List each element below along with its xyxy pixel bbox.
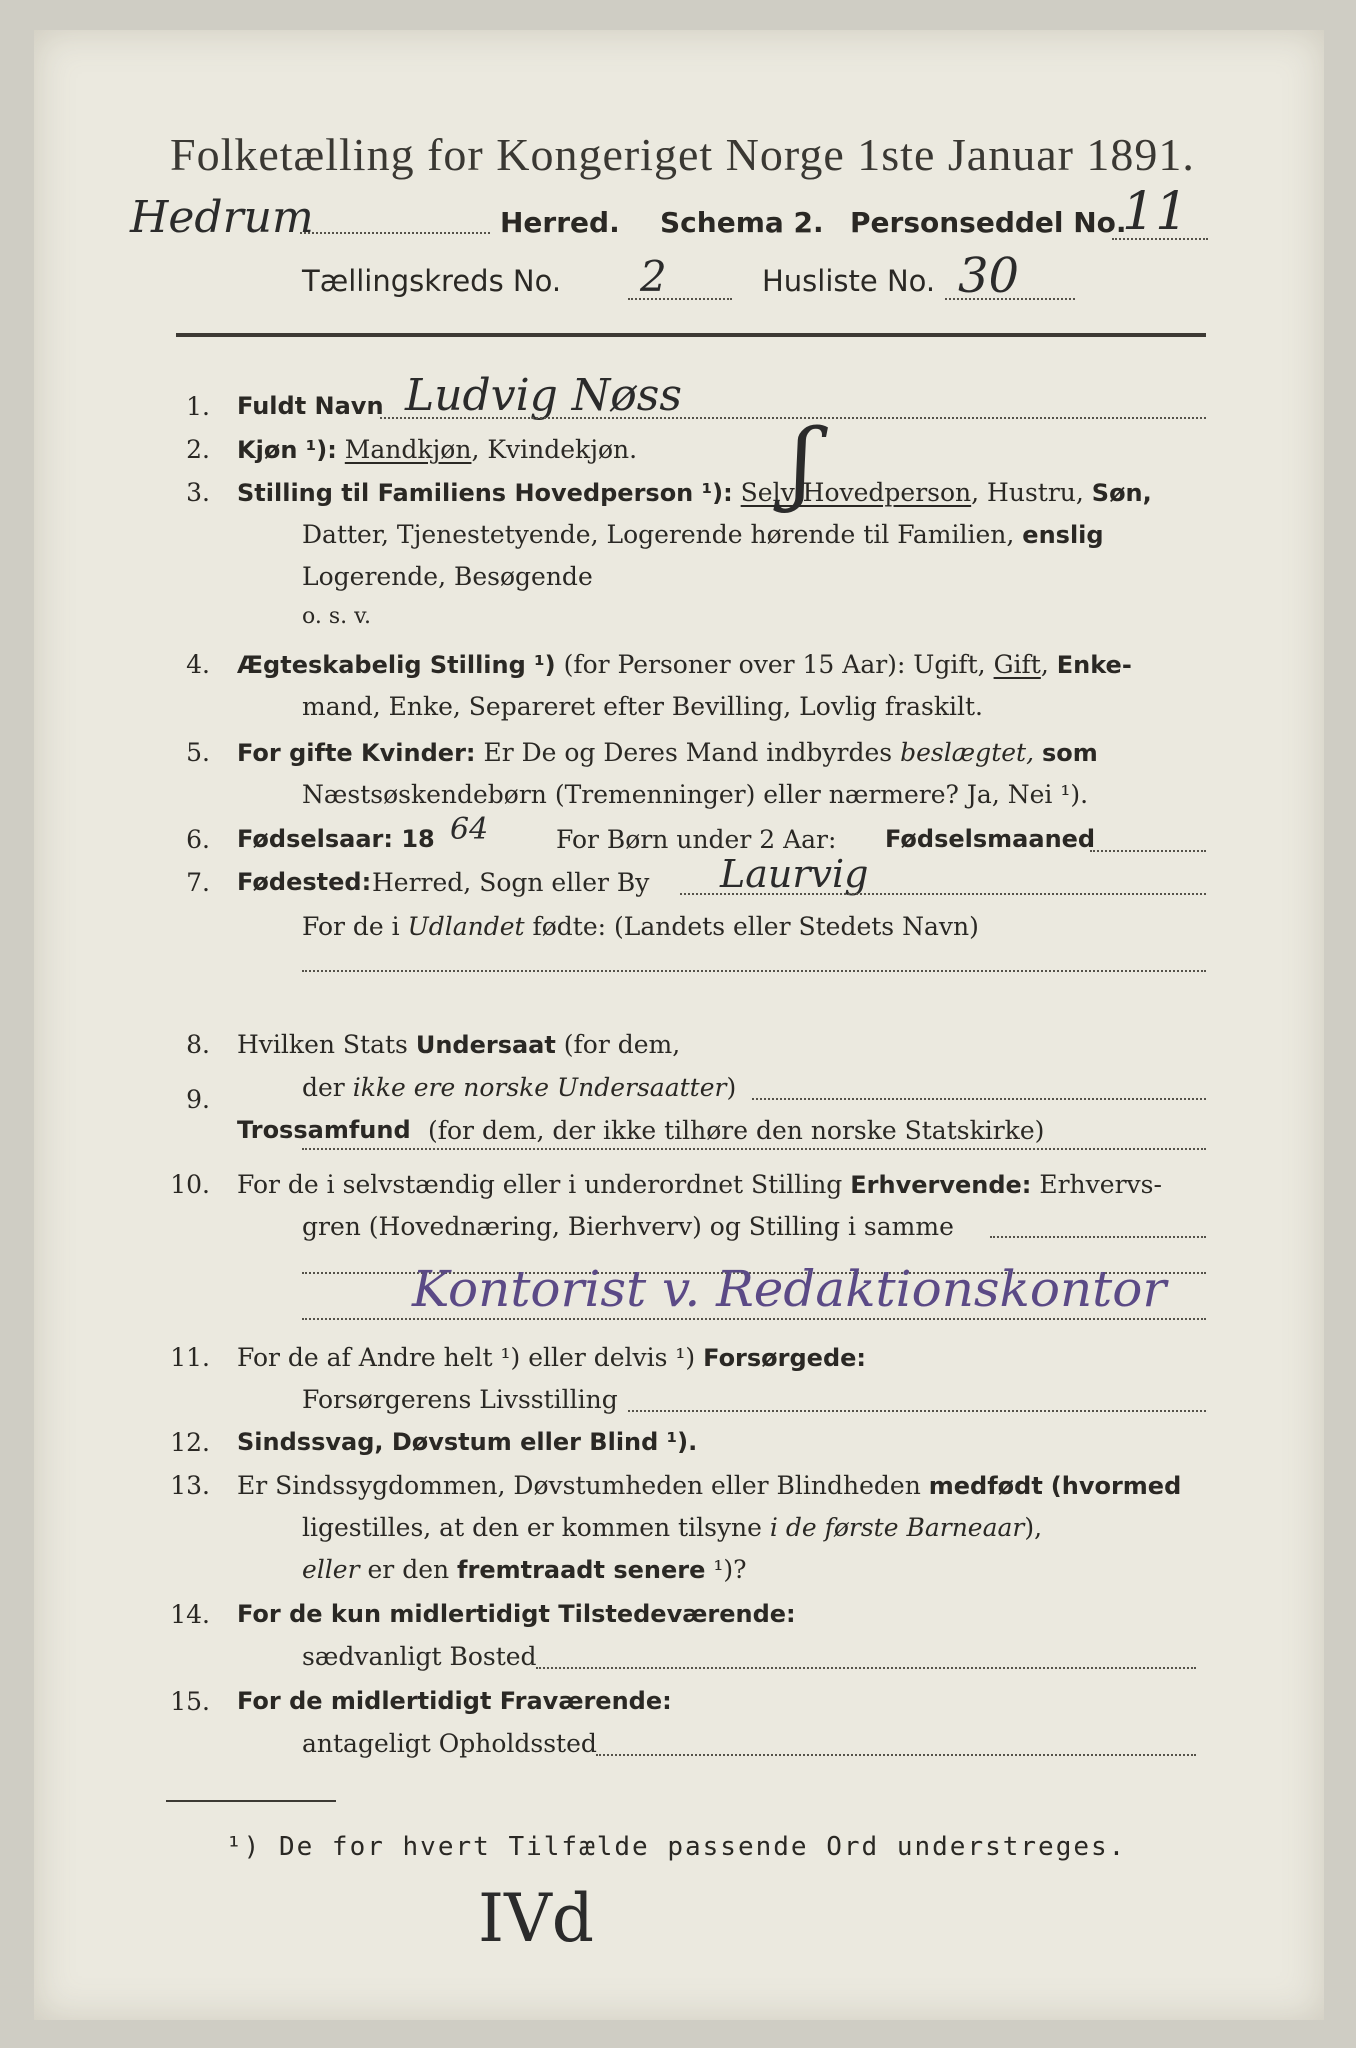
q7-dotline <box>680 893 1206 895</box>
q5-beslaegtet: beslægtet, <box>900 738 1035 767</box>
personseddel-dotline <box>1112 238 1208 240</box>
q10-text1: Erhvervs- <box>1039 1170 1162 1199</box>
taellingskreds-label: Tællingskreds No. <box>302 264 562 298</box>
q2-label: Kjøn ¹): <box>237 436 337 464</box>
q7-label: Fødested: <box>237 868 372 896</box>
q2-option-mandkjon: Mandkjøn <box>344 435 472 464</box>
q3-enslig: enslig <box>1022 521 1104 549</box>
q10-dotline-3 <box>302 1318 1206 1320</box>
q13-line1 <box>237 1471 1181 1500</box>
q10-erhvervende: Erhvervende: <box>850 1171 1032 1199</box>
q3-line2-text: Datter, Tjenestetyende, Logerende hørende til Familien, <box>302 520 1015 549</box>
q15-label: For de midlertidigt Fraværende: <box>237 1687 672 1715</box>
footnote-rule <box>166 1800 336 1802</box>
q2-q3-pen-stroke: ʃ <box>790 410 815 515</box>
q10-line1 <box>237 1170 1162 1199</box>
q15-dotline <box>596 1754 1196 1756</box>
q5-label: For gifte Kvinder: <box>237 739 476 767</box>
q10-number: 10. <box>170 1170 210 1199</box>
q8-line1 <box>237 1030 680 1059</box>
q13-line2-b: ), <box>1024 1513 1043 1542</box>
herred-dotline <box>300 232 490 234</box>
q6-number: 6. <box>186 825 210 854</box>
q7-line2-a: For de i <box>302 912 400 941</box>
q3-line4: o. s. v. <box>302 604 371 629</box>
q10-answer-occupation: Kontorist v. Redaktionskontor <box>412 1260 1167 1318</box>
q15-number: 15. <box>170 1687 210 1716</box>
q13-line2-a: ligestilles, at den er kommen tilsyne <box>302 1513 762 1542</box>
header-rule <box>176 333 1206 337</box>
q11-forsorgede: Forsørgede: <box>703 1344 867 1372</box>
q7-answer-birthplace: Laurvig <box>720 852 869 896</box>
q6-dotline <box>1090 850 1206 852</box>
q4-text1: (for Personer over 15 Aar): Ugift, <box>563 650 986 679</box>
q4-selected-gift: Gift <box>993 650 1041 679</box>
q7-number: 7. <box>186 868 210 897</box>
census-form-sheet <box>34 30 1324 2020</box>
q14-number: 14. <box>170 1600 210 1629</box>
q3-rest1: , Hustru, <box>971 478 1084 507</box>
q5-line2: Næstsøskendebørn (Tremenninger) eller nærmere? Ja, Nei ¹). <box>302 780 1089 809</box>
herred-label: Herred. <box>500 206 620 239</box>
q8-text1: (for dem, <box>563 1030 681 1059</box>
q2-rest: , Kvindekjøn. <box>471 435 638 464</box>
q13-line2-it: i de første Barneaar <box>769 1513 1025 1542</box>
q11-number: 11. <box>170 1343 210 1372</box>
q6-label: Fødselsaar: 18 <box>237 825 435 853</box>
q8-line2-it: ikke ere norske Undersaatter <box>352 1073 727 1102</box>
q14-label: For de kun midlertidigt Tilstedeværende: <box>237 1600 796 1628</box>
q5-som: som <box>1041 739 1098 767</box>
q2-number: 2. <box>186 435 210 464</box>
q11-line2: Forsørgerens Livsstilling <box>302 1385 618 1414</box>
schema-label: Schema 2. <box>660 206 824 239</box>
q8-line2: der ikke ere norske Undersaatter) <box>302 1073 737 1102</box>
personseddel-label: Personseddel No. <box>850 206 1127 239</box>
q10-dotline-1 <box>990 1236 1206 1238</box>
q13-line3-a: er den <box>367 1555 450 1584</box>
bottom-handwritten-mark: IVd <box>478 1880 594 1957</box>
q3-son: Søn, <box>1091 479 1152 507</box>
q4-enkemand: Enke- <box>1056 651 1132 679</box>
q12-number: 12. <box>170 1428 210 1457</box>
taellingskreds-number: 2 <box>640 252 667 301</box>
q13-line3 <box>302 1555 747 1584</box>
q10-line2: gren (Hovednæring, Bierhverv) og Stilling i samme <box>302 1212 954 1241</box>
q7-udlandet: Udlandet <box>407 912 525 941</box>
q13-label: Er Sindssygdommen, Døvstumheden eller Blindheden <box>237 1471 921 1500</box>
q13-line2 <box>302 1513 1042 1542</box>
q9-number: 9. <box>186 1085 210 1114</box>
q4-line2: mand, Enke, Separeret efter Bevilling, Lovlig fraskilt. <box>302 692 983 721</box>
q13-hvormed: (hvormed <box>1050 1472 1182 1500</box>
q8-line2-a: der <box>302 1073 345 1102</box>
q2-line <box>237 435 637 464</box>
q7-text1: Herred, Sogn eller By <box>372 868 650 897</box>
q7-line2 <box>302 912 979 941</box>
herred-handwritten: Hedrum <box>130 192 314 243</box>
q11-label: For de af Andre helt ¹) eller delvis ¹) <box>237 1343 696 1372</box>
q3-number: 3. <box>186 478 210 507</box>
taellingskreds-dotline <box>628 298 732 300</box>
husliste-dotline <box>945 298 1075 300</box>
q1-answer-name: Ludvig Nøss <box>405 370 682 421</box>
q6-text1: For Børn under 2 Aar: <box>556 825 837 854</box>
q13-fremtraadt: fremtraadt senere <box>457 1556 706 1584</box>
q4-line1: Ægteskabelig Stilling ¹) (for Personer over 15 Aar): Ugift, Gift, Enke- <box>237 650 1132 679</box>
q1-label: Fuldt Navn <box>237 392 384 420</box>
q9-dotline <box>302 1148 1206 1150</box>
q3-line3: Logerende, Besøgende <box>302 562 593 591</box>
q11-dotline <box>628 1410 1206 1412</box>
q8-dotline <box>752 1098 1206 1100</box>
q15-line2: antageligt Opholdssted <box>302 1729 597 1758</box>
q12-label: Sindssvag, Døvstum eller Blind ¹). <box>237 1428 698 1456</box>
q8-label: Hvilken Stats <box>237 1030 408 1059</box>
form-title: Folketælling for Kongeriget Norge 1ste Januar 1891. <box>170 129 1195 180</box>
q3-line1 <box>237 478 1152 507</box>
q9-label: Trossamfund <box>237 1116 411 1144</box>
q14-line2: sædvanligt Bosted <box>302 1642 537 1671</box>
q5-text1: Er De og Deres Mand indbyrdes <box>483 738 893 767</box>
husliste-label: Husliste No. <box>762 264 936 298</box>
q6-fodselsmaaned: Fødselsmaaned <box>885 825 1096 853</box>
q13-number: 13. <box>170 1471 210 1500</box>
q13-eller: eller <box>302 1555 360 1584</box>
q5-number: 5. <box>186 738 210 767</box>
q3-line2 <box>302 520 1104 549</box>
q5-line1 <box>237 738 1098 767</box>
q14-dotline <box>536 1667 1196 1669</box>
q3-label: Stilling til Familiens Hovedperson ¹): <box>237 479 733 507</box>
husliste-number: 30 <box>958 248 1020 304</box>
q13-line3-c: ¹)? <box>713 1555 747 1584</box>
q10-label: For de i selvstændig eller i underordnet Stilling <box>237 1170 843 1199</box>
q4-label: Ægteskabelig Stilling ¹) <box>237 651 556 679</box>
q9-text1: (for dem, der ikke tilhøre den norske Statskirke) <box>428 1116 1045 1145</box>
q4-number: 4. <box>186 650 210 679</box>
personseddel-number: 11 <box>1122 182 1189 242</box>
q8-number: 8. <box>186 1030 210 1059</box>
q11-line1 <box>237 1343 866 1372</box>
q6-year-answer: 64 <box>450 812 489 847</box>
q7-dotline-2 <box>302 970 1206 972</box>
q1-number: 1. <box>186 392 210 421</box>
q13-medfodt: medfødt <box>928 1472 1043 1500</box>
q3-selected-option: Selv Hovedperson <box>740 478 972 507</box>
footnote: ¹) De for hvert Tilfælde passende Ord understreges. <box>226 1832 1127 1862</box>
q7-line2-b: fødte: (Landets eller Stedets Navn) <box>532 912 979 941</box>
q8-undersaat: Undersaat <box>415 1031 556 1059</box>
